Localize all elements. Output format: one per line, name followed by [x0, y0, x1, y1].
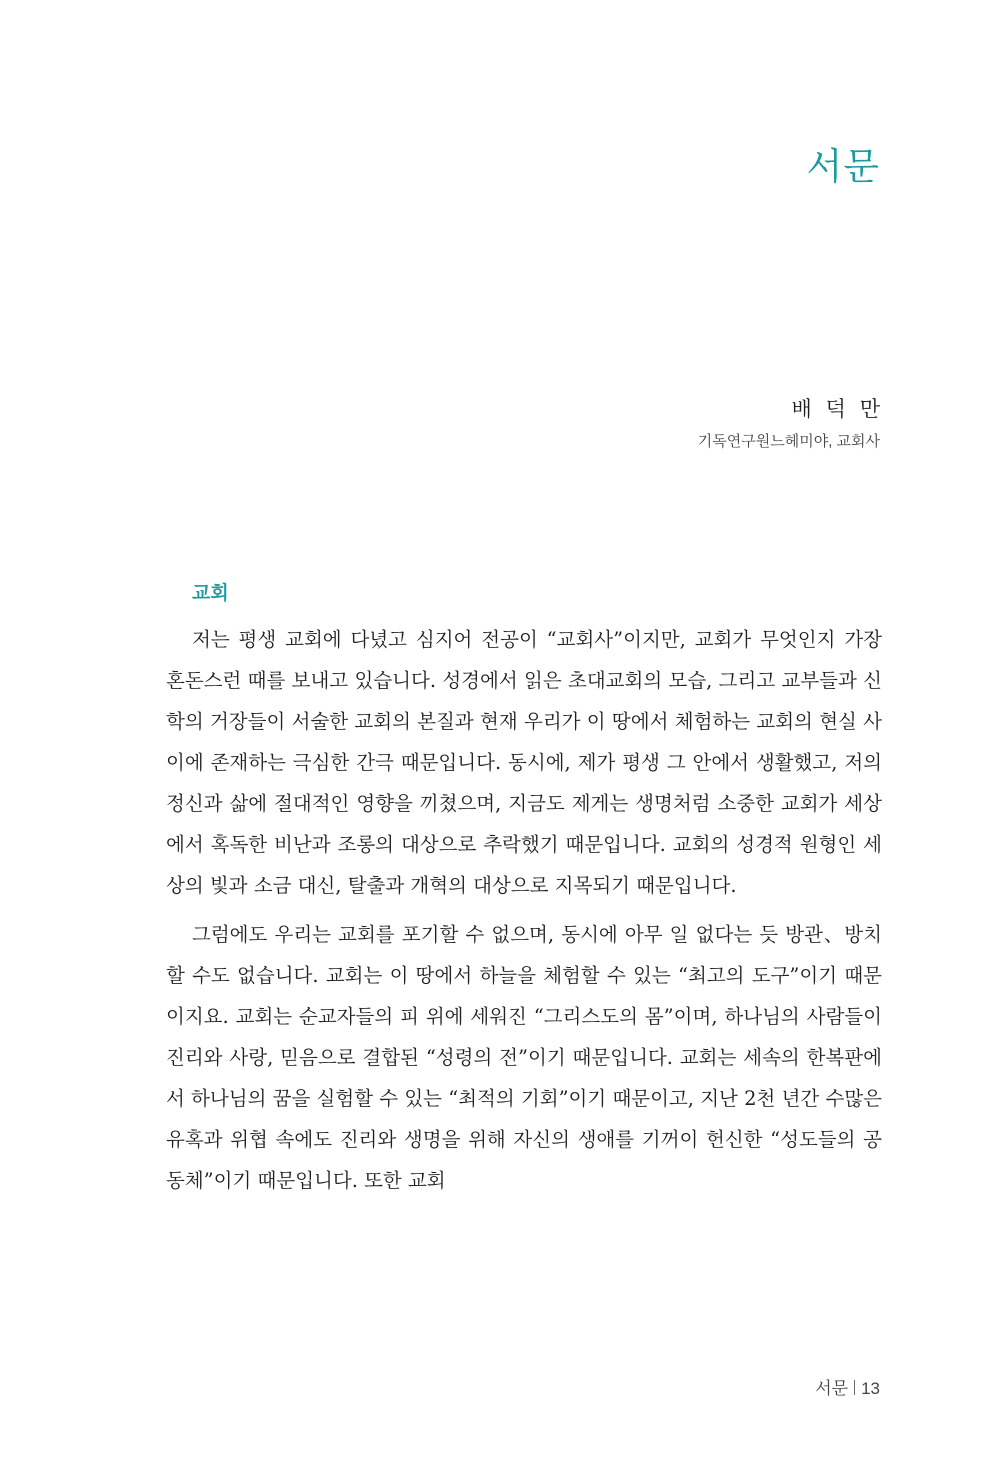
section-title: 교회 — [192, 583, 229, 604]
author-block — [697, 396, 884, 452]
paragraph-1: 저는 평생 교회에 다녔고 심지어 전공이 “교회사”이지만, 교회가 무엇인지 가장 혼돈스런 때를 보내고 있습니다. 성경에서 읽은 초대교회의 모습, 그리고 교부들과 신학의 거장들이 서술한 교회의 본질과 현재 우리가 이 땅에서 체험하는 교회의 현실 사이에 존재하는 극심한 간극 때문입니다. 동시에, 제가 평생 그 안에서 생활했고, 저의 정신과 삶에 절대적인 영향을 끼쳤으며, 지금도 제게는 생명처럼 소중한 교회가 세상에서 혹독한 비난과 조롱의 대상으로 추락했기 때문입니다. 교회의 성경적 원형인 세상의 빛과 소금 대신, 탈출과 개혁의 대상으로 지목되기 때문입니다. — [166, 628, 882, 897]
folio-separator — [854, 1380, 855, 1395]
page-number: 13 — [861, 1379, 880, 1398]
page-footer — [815, 1374, 880, 1399]
running-head: 서문 — [815, 1379, 849, 1398]
author-affiliation: 기독연구원느헤미야, 교회사 — [697, 433, 880, 450]
chapter-title: 서문 — [806, 146, 880, 187]
author-name: 배 덕 만 — [791, 398, 884, 421]
body-text — [166, 619, 882, 1209]
paragraph-2: 그럼에도 우리는 교회를 포기할 수 없으며, 동시에 아무 일 없다는 듯 방관、방치할 수도 없습니다. 교회는 이 땅에서 하늘을 체험할 수 있는 “최고의 도구”이기 때문이지요. 교회는 순교자들의 피 위에 세워진 “그리스도의 몸”이며, 하나님의 사람들이 진리와 사랑, 믿음으로 결합된 “성령의 전”이기 때문입니다. 교회는 세속의 한복판에서 하나님의 꿈을 실험할 수 있는 “최적의 기회”이기 때문이고, 지난 2천 년간 수많은 유혹과 위협 속에도 진리와 생명을 위해 자신의 생애를 기꺼이 헌신한 “성도들의 공동체”이기 때문입니다. 또한 교회 — [166, 923, 882, 1192]
